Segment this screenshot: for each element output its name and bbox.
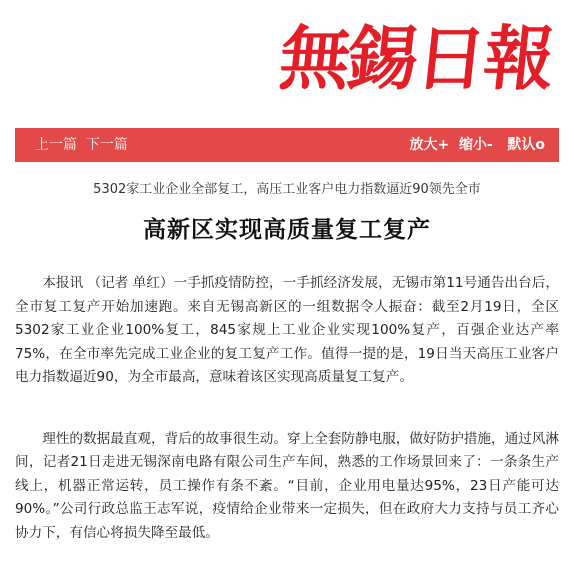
previous-article-link[interactable]: 上一篇 — [35, 137, 77, 153]
newspaper-logo: 無錫日報 — [275, 17, 557, 100]
article-title: 高新区实现高质量复工复产 — [143, 217, 431, 243]
article-body — [15, 272, 559, 545]
article-subtitle: 5302家工业企业全部复工，高压工业客户电力指数逼近90领先全市 — [93, 182, 481, 197]
default-size-button[interactable]: 默认o — [507, 137, 545, 153]
zoom-out-button[interactable]: 缩小- — [458, 137, 493, 153]
zoom-in-button[interactable]: 放大+ — [409, 137, 450, 153]
article-toolbar — [15, 128, 559, 162]
masthead — [0, 0, 574, 128]
article-paragraph: 理性的数据最直观，背后的故事很生动。穿上全套防静电服，做好防护措施，通过风淋间，记者21日走进无锡深南电路有限公司生产车间，熟悉的工作场景回来了：一条条生产线上，机器正常运转，员工操作有条不紊。“目前，企业用电量达95%，23日产能可达90%。”公司行政总监王志军说，疫情给企业带来一定损失，但在政府大力支持与员工齐心协力下，有信心将损失降至最低。 — [15, 430, 559, 541]
article-navigation — [35, 128, 128, 162]
next-article-link[interactable]: 下一篇 — [85, 137, 128, 153]
font-size-controls — [409, 128, 545, 162]
article-paragraph: 本报讯 （记者 单红）一手抓疫情防控，一手抓经济发展，无锡市第11号通告出台后，全市复工复产开始加速跑。来自无锡高新区的一组数据令人振奋：截至2月19日，全区5302家工业企业100%复工，845家规上工业企业实现100%复产，百强企业达产率75%，在全市率先完成工业企业的复工复产工作。值得一提的是，19日当天高压工业客户电力指数逼近90，为全市最高，意味着该区实现高质量复工复产。 — [15, 275, 559, 385]
